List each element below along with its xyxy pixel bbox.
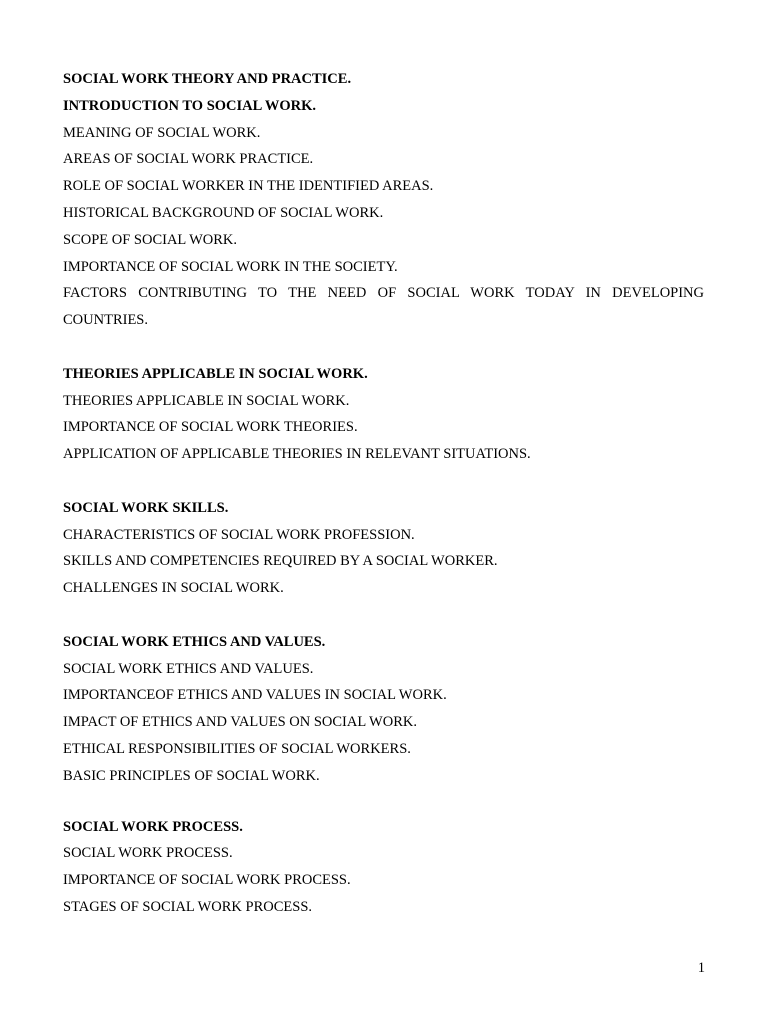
section-heading: THEORIES APPLICABLE IN SOCIAL WORK. [63,365,368,382]
page-number: 1 [697,960,705,976]
section-item: THEORIES APPLICABLE IN SOCIAL WORK. [63,392,350,409]
section-heading: SOCIAL WORK PROCESS. [63,818,243,835]
section-item: AREAS OF SOCIAL WORK PRACTICE. [63,151,314,168]
section-item: SOCIAL WORK PROCESS. [63,845,233,862]
section-item: BASIC PRINCIPLES OF SOCIAL WORK. [63,767,320,784]
section-item: CHARACTERISTICS OF SOCIAL WORK PROFESSION. [63,526,415,543]
section-item: IMPORTANCE OF SOCIAL WORK IN THE SOCIETY. [63,258,398,275]
section-item: CHALLENGES IN SOCIAL WORK. [63,580,284,597]
section-item: IMPORTANCEOF ETHICS AND VALUES IN SOCIAL WORK. [63,687,447,704]
section-item: STAGES OF SOCIAL WORK PROCESS. [63,898,313,915]
section-item: SOCIAL WORK ETHICS AND VALUES. [63,660,314,677]
section-spacer [63,334,704,361]
section-spacer [63,602,704,629]
section-item: IMPORTANCE OF SOCIAL WORK PROCESS. [63,872,351,889]
document-content [63,66,704,921]
document-title: SOCIAL WORK THEORY AND PRACTICE. [63,71,352,87]
section-item: FACTORS CONTRIBUTING TO THE NEED OF SOCIAL WORK TODAY IN DEVELOPING COUNTRIES. [63,285,704,329]
section-heading: SOCIAL WORK ETHICS AND VALUES. [63,633,326,650]
section-spacer [63,790,704,814]
section-heading: SOCIAL WORK SKILLS. [63,499,229,516]
section-item: ETHICAL RESPONSIBILITIES OF SOCIAL WORKERS. [63,740,411,757]
section-item: ROLE OF SOCIAL WORKER IN THE IDENTIFIED AREAS. [63,178,434,195]
section-spacer [63,468,704,495]
section-item: MEANING OF SOCIAL WORK. [63,124,261,141]
section-heading: INTRODUCTION TO SOCIAL WORK. [63,97,317,114]
section-item: HISTORICAL BACKGROUND OF SOCIAL WORK. [63,204,384,221]
section-item: IMPACT OF ETHICS AND VALUES ON SOCIAL WORK. [63,714,417,731]
section-item: SCOPE OF SOCIAL WORK. [63,231,238,248]
section-item: SKILLS AND COMPETENCIES REQUIRED BY A SOCIAL WORKER. [63,553,498,570]
section-item: APPLICATION OF APPLICABLE THEORIES IN RELEVANT SITUATIONS. [63,446,531,463]
section-item: IMPORTANCE OF SOCIAL WORK THEORIES. [63,419,358,436]
